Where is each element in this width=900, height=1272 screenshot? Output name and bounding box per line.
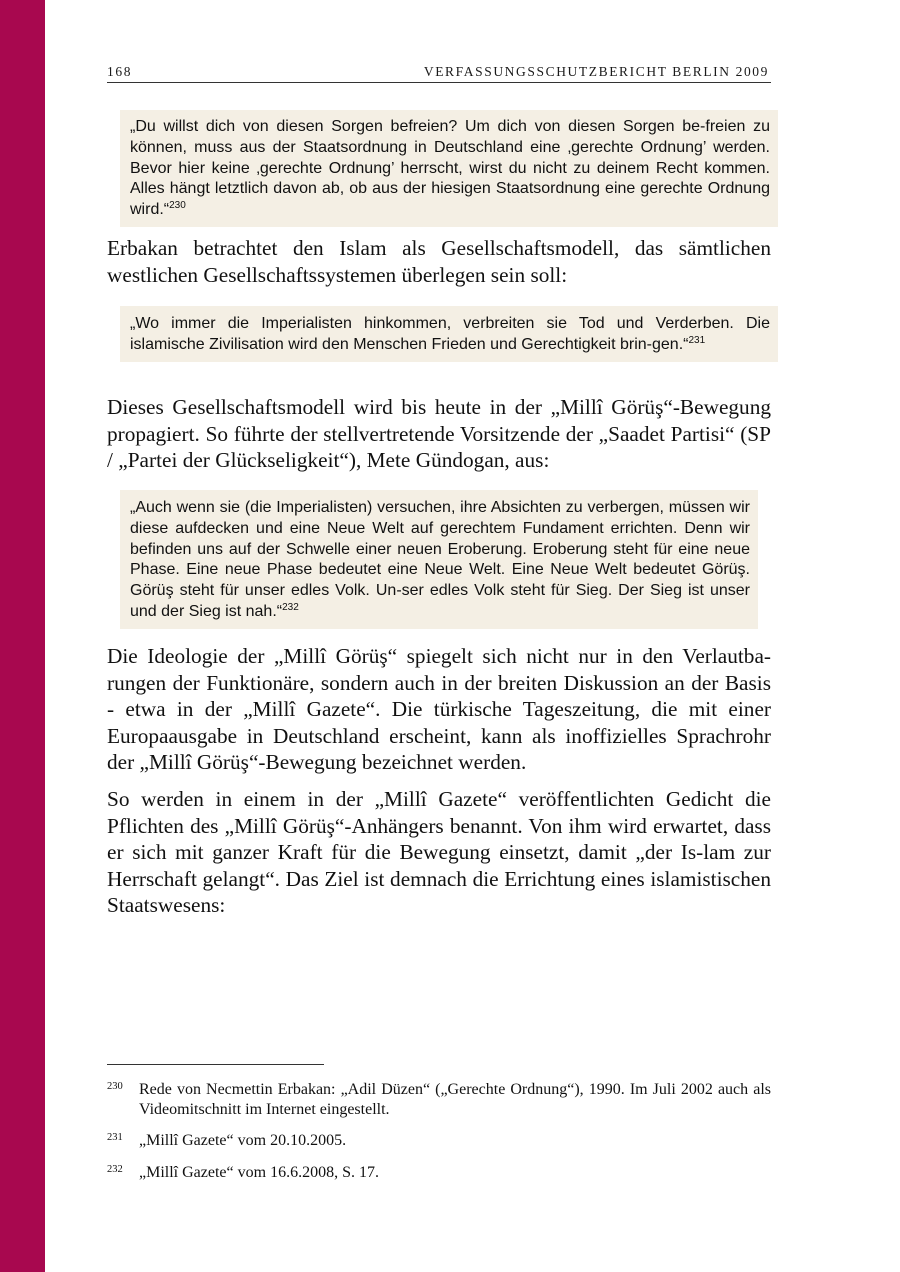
body-paragraph bbox=[107, 394, 771, 474]
footnote-text: „Millî Gazete“ vom 20.10.2005. bbox=[139, 1132, 347, 1149]
page-header bbox=[107, 64, 771, 83]
quote-text: „Du willst dich von diesen Sorgen befreien? Um dich von diesen Sorgen be-freien zu können, muss aus der Staatsordnung in Deutschland eine ‚gerechte Ordnung’ werden. Bevor hier keine ‚gerechte Ordnung’ herrscht, wirst du nicht zu deinem Recht kommen. Alles hängt letztlich davon ab, ob aus der hiesigen Staatsordnung eine gerechte Ordnung wird.“ bbox=[130, 118, 770, 219]
body-paragraph bbox=[107, 235, 771, 288]
running-title: VERFASSUNGSSCHUTZBERICHT BERLIN 2009 bbox=[423, 64, 769, 79]
page-number: 168 bbox=[107, 64, 133, 79]
quote-block bbox=[120, 490, 758, 629]
footnote-number: 231 bbox=[107, 1132, 123, 1143]
body-paragraph bbox=[107, 786, 771, 919]
side-color-bar bbox=[0, 0, 45, 1272]
footnote-ref[interactable]: 231 bbox=[688, 334, 706, 346]
paragraph-text: Erbakan betrachtet den Islam als Gesellschaftsmodell, das sämtlichen westlichen Gesellschaftssystemen überlegen sein soll: bbox=[107, 236, 771, 287]
footnote-number: 232 bbox=[107, 1163, 123, 1175]
footnote-separator bbox=[107, 1064, 324, 1065]
footnote-text: Rede von Necmettin Erbakan: „Adil Düzen“ („Gerechte Ordnung“), 1990. Im Juli 2002 auch als Videomitschnitt im Internet eingestellt. bbox=[139, 1081, 771, 1118]
quote-block bbox=[120, 306, 778, 362]
quote-text: „Wo immer die Imperialisten hinkommen, verbreiten sie Tod und Verderben. Die islamische Zivilisation wird den Menschen Frieden und Gerechtigkeit brin-gen.“ bbox=[130, 315, 770, 353]
footnote-number: 230 bbox=[107, 1081, 123, 1092]
paragraph-text: Dieses Gesellschaftsmodell wird bis heute in der „Millî Görüş“-Bewegung propagiert. So führte der stellvertretende Vorsitzende der „Saadet Partisi“ (SP / „Partei der Glückseligkeit“), Mete Gündogan, aus: bbox=[107, 395, 771, 473]
footnote bbox=[107, 1131, 771, 1151]
paragraph-text: So werden in einem in der „Millî Gazete“ veröffentlichten Gedicht die Pflichten des „Millî Görüş“-Anhängers benannt. Von ihm wird erwartet, dass er sich mit ganzer Kraft für die Bewegung einsetzt, damit „der Is-lam zur Herrschaft gelangt“. Das Ziel ist demnach die Errichtung eines islamistischen Staatswesens: bbox=[107, 787, 771, 918]
footnote-text: „Millî Gazete“ vom 16.6.2008, S. 17. bbox=[139, 1163, 379, 1181]
footnote-ref[interactable]: 230 bbox=[169, 200, 186, 212]
paragraph-text: Die Ideologie der „Millî Görüş“ spiegelt sich nicht nur in den Verlautba-rungen der Funktionäre, sondern auch in der breiten Diskussion an der Basis - etwa in der „Millî Gazete“. Die türkische Tageszeitung, die mit einer Europaausgabe in Deutschland erscheint, kann als inoffizielles Sprachrohr der „Millî Görüş“-Bewegung bezeichnet werden. bbox=[107, 644, 771, 775]
footnote-ref[interactable]: 232 bbox=[282, 601, 299, 613]
footnote bbox=[107, 1163, 771, 1183]
quote-block bbox=[120, 110, 778, 227]
body-paragraph bbox=[107, 643, 771, 776]
quote-text: „Auch wenn sie (die Imperialisten) versuchen, ihre Absichten zu verbergen, müssen wir diese aufdecken und eine Neue Welt auf gerechtem Fundament errichten. Denn wir befinden uns auf der Schwelle einer neuen Eroberung. Eroberung steht für eine neue Phase. Eine neue Phase bedeutet eine Neue Welt. Eine Neue Welt bedeutet Görüş. Görüş steht für unser edles Volk. Un-ser edles Volk steht für Sieg. Der Sieg ist unser und der Sieg ist nah.“ bbox=[130, 499, 750, 620]
footnote bbox=[107, 1080, 771, 1119]
footnotes bbox=[107, 1080, 771, 1194]
